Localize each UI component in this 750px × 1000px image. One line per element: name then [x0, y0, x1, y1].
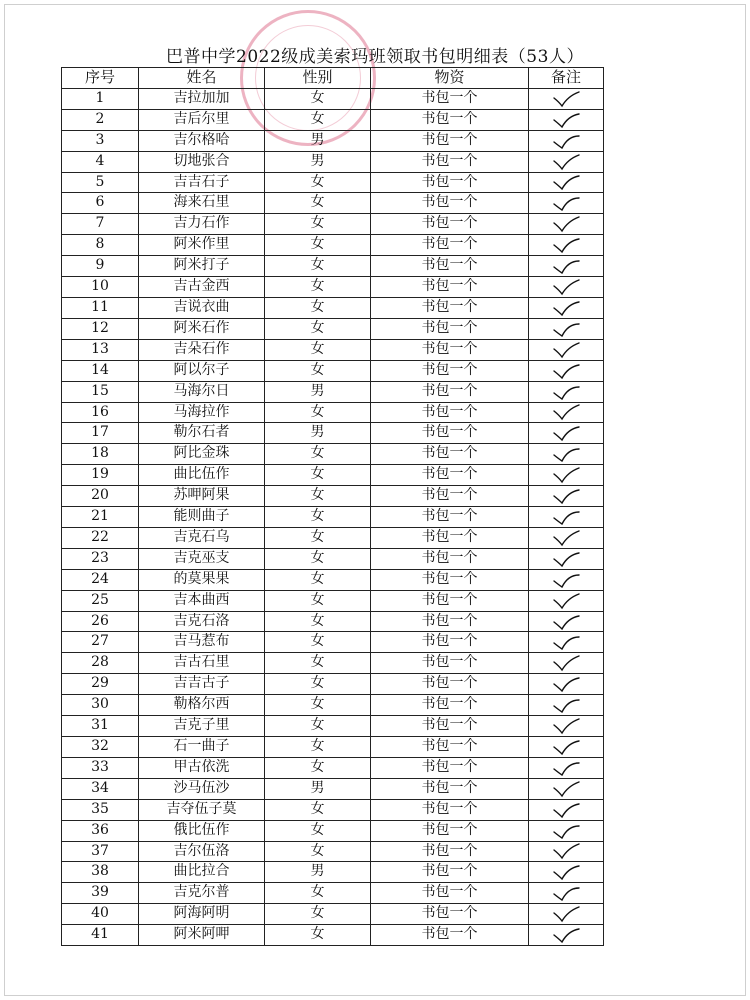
item: 书包一个 — [371, 716, 529, 737]
gender: 女 — [265, 841, 371, 862]
row-number: 36 — [62, 820, 139, 841]
student-name: 曲比拉合 — [139, 862, 265, 883]
note-cell — [529, 88, 604, 109]
roster-body — [62, 88, 604, 945]
note-cell — [529, 862, 604, 883]
note-cell — [529, 402, 604, 423]
note-cell — [529, 193, 604, 214]
handwritten-check-icon — [550, 696, 582, 714]
note-cell — [529, 632, 604, 653]
item: 书包一个 — [371, 862, 529, 883]
gender: 女 — [265, 632, 371, 653]
item: 书包一个 — [371, 339, 529, 360]
table-row — [62, 109, 604, 130]
gender: 女 — [265, 318, 371, 339]
item: 书包一个 — [371, 277, 529, 298]
row-number: 15 — [62, 381, 139, 402]
gender: 女 — [265, 757, 371, 778]
student-name: 吉克石乌 — [139, 527, 265, 548]
handwritten-check-icon — [550, 173, 582, 191]
row-number: 18 — [62, 444, 139, 465]
student-name: 阿比金珠 — [139, 444, 265, 465]
row-number: 34 — [62, 778, 139, 799]
table-row — [62, 862, 604, 883]
item: 书包一个 — [371, 590, 529, 611]
row-number: 27 — [62, 632, 139, 653]
student-name: 切地张合 — [139, 151, 265, 172]
student-name: 马海尔日 — [139, 381, 265, 402]
table-row — [62, 841, 604, 862]
item: 书包一个 — [371, 151, 529, 172]
note-cell — [529, 109, 604, 130]
item: 书包一个 — [371, 569, 529, 590]
note-cell — [529, 611, 604, 632]
row-number: 10 — [62, 277, 139, 298]
note-cell — [529, 653, 604, 674]
gender: 男 — [265, 151, 371, 172]
table-row — [62, 297, 604, 318]
row-number: 16 — [62, 402, 139, 423]
gender: 女 — [265, 277, 371, 298]
item: 书包一个 — [371, 799, 529, 820]
handwritten-check-icon — [550, 592, 582, 610]
header-name: 姓名 — [139, 68, 265, 89]
note-cell — [529, 235, 604, 256]
row-number: 28 — [62, 653, 139, 674]
item: 书包一个 — [371, 737, 529, 758]
row-number: 25 — [62, 590, 139, 611]
gender: 女 — [265, 695, 371, 716]
row-number: 2 — [62, 109, 139, 130]
handwritten-check-icon — [550, 926, 582, 944]
note-cell — [529, 737, 604, 758]
item: 书包一个 — [371, 653, 529, 674]
row-number: 32 — [62, 737, 139, 758]
row-number: 38 — [62, 862, 139, 883]
gender: 女 — [265, 653, 371, 674]
gender: 男 — [265, 381, 371, 402]
gender: 女 — [265, 172, 371, 193]
note-cell — [529, 548, 604, 569]
row-number: 3 — [62, 130, 139, 151]
item: 书包一个 — [371, 778, 529, 799]
roster-table — [61, 67, 604, 946]
row-number: 35 — [62, 799, 139, 820]
student-name: 吉尔伍洛 — [139, 841, 265, 862]
student-name: 阿米打子 — [139, 256, 265, 277]
row-number: 30 — [62, 695, 139, 716]
handwritten-check-icon — [550, 633, 582, 651]
handwritten-check-icon — [550, 278, 582, 296]
table-row — [62, 820, 604, 841]
handwritten-check-icon — [550, 529, 582, 547]
handwritten-check-icon — [550, 487, 582, 505]
table-row — [62, 235, 604, 256]
gender: 男 — [265, 862, 371, 883]
gender: 女 — [265, 507, 371, 528]
note-cell — [529, 904, 604, 925]
note-cell — [529, 151, 604, 172]
gender: 女 — [265, 193, 371, 214]
table-row — [62, 465, 604, 486]
note-cell — [529, 925, 604, 946]
table-row — [62, 611, 604, 632]
note-cell — [529, 778, 604, 799]
gender: 女 — [265, 904, 371, 925]
row-number: 33 — [62, 757, 139, 778]
row-number: 24 — [62, 569, 139, 590]
note-cell — [529, 297, 604, 318]
note-cell — [529, 527, 604, 548]
note-cell — [529, 841, 604, 862]
row-number: 23 — [62, 548, 139, 569]
item: 书包一个 — [371, 109, 529, 130]
note-cell — [529, 360, 604, 381]
item: 书包一个 — [371, 904, 529, 925]
handwritten-check-icon — [550, 153, 582, 171]
gender: 女 — [265, 465, 371, 486]
table-row — [62, 193, 604, 214]
table-row — [62, 214, 604, 235]
student-name: 海来石里 — [139, 193, 265, 214]
handwritten-check-icon — [550, 863, 582, 881]
item: 书包一个 — [371, 318, 529, 339]
row-number: 22 — [62, 527, 139, 548]
student-name: 阿海阿明 — [139, 904, 265, 925]
row-number: 11 — [62, 297, 139, 318]
handwritten-check-icon — [550, 905, 582, 923]
item: 书包一个 — [371, 548, 529, 569]
note-cell — [529, 444, 604, 465]
gender: 女 — [265, 569, 371, 590]
row-number: 13 — [62, 339, 139, 360]
student-name: 吉说衣曲 — [139, 297, 265, 318]
note-cell — [529, 423, 604, 444]
student-name: 吉尔格哈 — [139, 130, 265, 151]
row-number: 40 — [62, 904, 139, 925]
gender: 女 — [265, 527, 371, 548]
note-cell — [529, 318, 604, 339]
header-gender: 性别 — [265, 68, 371, 89]
student-name: 勒格尔西 — [139, 695, 265, 716]
row-number: 12 — [62, 318, 139, 339]
gender: 女 — [265, 486, 371, 507]
row-number: 1 — [62, 88, 139, 109]
note-cell — [529, 507, 604, 528]
item: 书包一个 — [371, 674, 529, 695]
handwritten-check-icon — [550, 842, 582, 860]
table-row — [62, 653, 604, 674]
item: 书包一个 — [371, 757, 529, 778]
row-number: 19 — [62, 465, 139, 486]
note-cell — [529, 339, 604, 360]
gender: 女 — [265, 674, 371, 695]
item: 书包一个 — [371, 695, 529, 716]
row-number: 8 — [62, 235, 139, 256]
student-name: 石一曲子 — [139, 737, 265, 758]
table-row — [62, 778, 604, 799]
note-cell — [529, 716, 604, 737]
student-name: 吉克尔普 — [139, 883, 265, 904]
table-row — [62, 799, 604, 820]
table-row — [62, 339, 604, 360]
gender: 女 — [265, 716, 371, 737]
handwritten-check-icon — [550, 801, 582, 819]
row-number: 6 — [62, 193, 139, 214]
table-row — [62, 674, 604, 695]
table-row — [62, 130, 604, 151]
note-cell — [529, 381, 604, 402]
table-row — [62, 569, 604, 590]
gender: 女 — [265, 339, 371, 360]
row-number: 4 — [62, 151, 139, 172]
note-cell — [529, 883, 604, 904]
item: 书包一个 — [371, 130, 529, 151]
gender: 女 — [265, 402, 371, 423]
item: 书包一个 — [371, 841, 529, 862]
table-row — [62, 486, 604, 507]
table-row — [62, 757, 604, 778]
note-cell — [529, 590, 604, 611]
student-name: 曲比伍作 — [139, 465, 265, 486]
student-name: 阿米阿呷 — [139, 925, 265, 946]
handwritten-check-icon — [550, 822, 582, 840]
handwritten-check-icon — [550, 299, 582, 317]
handwritten-check-icon — [550, 341, 582, 359]
row-number: 17 — [62, 423, 139, 444]
table-row — [62, 548, 604, 569]
page-title: 巴普中学2022级成美索玛班领取书包明细表（53人） — [166, 47, 584, 67]
table-row — [62, 444, 604, 465]
gender: 女 — [265, 925, 371, 946]
note-cell — [529, 569, 604, 590]
student-name: 吉克巫支 — [139, 548, 265, 569]
student-name: 勒尔石者 — [139, 423, 265, 444]
student-name: 吉克子里 — [139, 716, 265, 737]
handwritten-check-icon — [550, 257, 582, 275]
handwritten-check-icon — [550, 508, 582, 526]
gender: 女 — [265, 444, 371, 465]
handwritten-check-icon — [550, 613, 582, 631]
gender: 女 — [265, 256, 371, 277]
student-name: 吉夺伍子莫 — [139, 799, 265, 820]
row-number: 14 — [62, 360, 139, 381]
note-cell — [529, 465, 604, 486]
handwritten-check-icon — [550, 424, 582, 442]
student-name: 吉古金西 — [139, 277, 265, 298]
student-name: 阿米石作 — [139, 318, 265, 339]
handwritten-check-icon — [550, 215, 582, 233]
student-name: 甲古依洗 — [139, 757, 265, 778]
header-item: 物资 — [371, 68, 529, 89]
item: 书包一个 — [371, 632, 529, 653]
gender: 女 — [265, 109, 371, 130]
table-row — [62, 381, 604, 402]
table-row — [62, 695, 604, 716]
item: 书包一个 — [371, 402, 529, 423]
student-name: 吉克石洛 — [139, 611, 265, 632]
handwritten-check-icon — [550, 550, 582, 568]
row-number: 29 — [62, 674, 139, 695]
table-row — [62, 88, 604, 109]
gender: 女 — [265, 297, 371, 318]
note-cell — [529, 172, 604, 193]
handwritten-check-icon — [550, 236, 582, 254]
gender: 男 — [265, 130, 371, 151]
row-number: 9 — [62, 256, 139, 277]
row-number: 26 — [62, 611, 139, 632]
item: 书包一个 — [371, 423, 529, 444]
item: 书包一个 — [371, 486, 529, 507]
handwritten-check-icon — [550, 111, 582, 129]
item: 书包一个 — [371, 527, 529, 548]
table-row — [62, 256, 604, 277]
student-name: 沙马伍沙 — [139, 778, 265, 799]
handwritten-check-icon — [550, 780, 582, 798]
table-row — [62, 716, 604, 737]
gender: 女 — [265, 88, 371, 109]
item: 书包一个 — [371, 256, 529, 277]
handwritten-check-icon — [550, 466, 582, 484]
item: 书包一个 — [371, 193, 529, 214]
table-row — [62, 527, 604, 548]
student-name: 吉吉石子 — [139, 172, 265, 193]
table-row — [62, 737, 604, 758]
gender: 女 — [265, 820, 371, 841]
item: 书包一个 — [371, 444, 529, 465]
note-cell — [529, 695, 604, 716]
item: 书包一个 — [371, 360, 529, 381]
handwritten-check-icon — [550, 571, 582, 589]
note-cell — [529, 214, 604, 235]
table-row — [62, 925, 604, 946]
row-number: 41 — [62, 925, 139, 946]
row-number: 21 — [62, 507, 139, 528]
table-row — [62, 423, 604, 444]
student-name: 吉古石里 — [139, 653, 265, 674]
handwritten-check-icon — [550, 90, 582, 108]
handwritten-check-icon — [550, 717, 582, 735]
student-name: 吉朵石作 — [139, 339, 265, 360]
student-name: 阿以尔子 — [139, 360, 265, 381]
student-name: 吉本曲西 — [139, 590, 265, 611]
gender: 女 — [265, 214, 371, 235]
handwritten-check-icon — [550, 675, 582, 693]
row-number: 37 — [62, 841, 139, 862]
student-name: 能则曲子 — [139, 507, 265, 528]
student-name: 的莫果果 — [139, 569, 265, 590]
handwritten-check-icon — [550, 445, 582, 463]
gender: 女 — [265, 548, 371, 569]
item: 书包一个 — [371, 611, 529, 632]
item: 书包一个 — [371, 235, 529, 256]
student-name: 马海拉作 — [139, 402, 265, 423]
item: 书包一个 — [371, 820, 529, 841]
table-row — [62, 883, 604, 904]
gender: 女 — [265, 611, 371, 632]
student-name: 吉后尔里 — [139, 109, 265, 130]
table-row — [62, 507, 604, 528]
row-number: 20 — [62, 486, 139, 507]
handwritten-check-icon — [550, 194, 582, 212]
item: 书包一个 — [371, 88, 529, 109]
item: 书包一个 — [371, 381, 529, 402]
header-number: 序号 — [62, 68, 139, 89]
item: 书包一个 — [371, 883, 529, 904]
handwritten-check-icon — [550, 362, 582, 380]
item: 书包一个 — [371, 297, 529, 318]
table-row — [62, 277, 604, 298]
table-row — [62, 904, 604, 925]
handwritten-check-icon — [550, 383, 582, 401]
student-name: 俄比伍作 — [139, 820, 265, 841]
student-name: 阿米作里 — [139, 235, 265, 256]
row-number: 31 — [62, 716, 139, 737]
handwritten-check-icon — [550, 759, 582, 777]
gender: 男 — [265, 778, 371, 799]
student-name: 吉力石作 — [139, 214, 265, 235]
note-cell — [529, 486, 604, 507]
item: 书包一个 — [371, 172, 529, 193]
note-cell — [529, 256, 604, 277]
item: 书包一个 — [371, 465, 529, 486]
item: 书包一个 — [371, 925, 529, 946]
note-cell — [529, 277, 604, 298]
handwritten-check-icon — [550, 654, 582, 672]
student-name: 吉吉古子 — [139, 674, 265, 695]
handwritten-check-icon — [550, 738, 582, 756]
row-number: 39 — [62, 883, 139, 904]
row-number: 5 — [62, 172, 139, 193]
note-cell — [529, 674, 604, 695]
table-row — [62, 590, 604, 611]
note-cell — [529, 757, 604, 778]
handwritten-check-icon — [550, 132, 582, 150]
table-row — [62, 151, 604, 172]
student-name: 吉拉加加 — [139, 88, 265, 109]
student-name: 苏呷阿果 — [139, 486, 265, 507]
table-row — [62, 172, 604, 193]
gender: 女 — [265, 360, 371, 381]
note-cell — [529, 820, 604, 841]
note-cell — [529, 130, 604, 151]
table-row — [62, 318, 604, 339]
gender: 女 — [265, 590, 371, 611]
item: 书包一个 — [371, 507, 529, 528]
handwritten-check-icon — [550, 403, 582, 421]
student-name: 吉马惹布 — [139, 632, 265, 653]
header-row — [62, 68, 604, 89]
gender: 女 — [265, 235, 371, 256]
table-row — [62, 402, 604, 423]
handwritten-check-icon — [550, 320, 582, 338]
header-note: 备注 — [529, 68, 604, 89]
gender: 女 — [265, 799, 371, 820]
gender: 男 — [265, 423, 371, 444]
table-row — [62, 360, 604, 381]
row-number: 7 — [62, 214, 139, 235]
gender: 女 — [265, 883, 371, 904]
handwritten-check-icon — [550, 884, 582, 902]
gender: 女 — [265, 737, 371, 758]
table-row — [62, 632, 604, 653]
item: 书包一个 — [371, 214, 529, 235]
note-cell — [529, 799, 604, 820]
